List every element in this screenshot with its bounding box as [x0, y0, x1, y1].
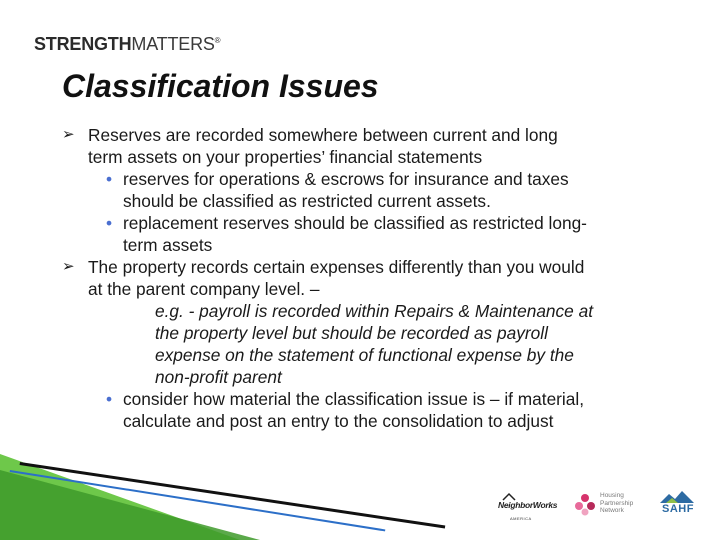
slide-title: Classification Issues: [62, 68, 379, 104]
bullet-2-line1: The property records certain expenses differently than you would: [88, 257, 585, 277]
sub-bullet-1-2-line2: term assets: [123, 235, 213, 255]
dot-bullet-icon: •: [106, 389, 113, 409]
sub-bullet-1-2: [62, 212, 682, 256]
bullet-2: [62, 256, 682, 300]
example-line3: expense on the statement of functional expense by the: [155, 345, 574, 365]
brand-light: MATTERS: [131, 34, 215, 54]
sub-bullet-2-1-line2: calculate and post an entry to the consolidation to adjust: [123, 411, 554, 431]
sahf-roof-icon: [660, 490, 694, 504]
sub-bullet-2-1: [62, 388, 682, 432]
example-line4: non-profit parent: [155, 367, 282, 387]
hpn-line2: Partnership: [600, 499, 634, 507]
sahf-name: SAHF: [662, 503, 694, 515]
neighborworks-name: NeighborWorks: [498, 500, 558, 510]
bullet-1: [62, 124, 682, 168]
brand-logo: [34, 34, 220, 55]
hpn-line1: Housing: [600, 492, 624, 499]
sub-bullet-1-1: [62, 168, 682, 212]
arrow-bullet-icon: ➢: [62, 258, 75, 275]
bullet-1-line1: Reserves are recorded somewhere between current and long: [88, 125, 558, 145]
bullet-2-line2: at the parent company level. –: [88, 279, 320, 299]
hpn-mark-icon: [574, 492, 596, 516]
sub-bullet-1-1-line1: reserves for operations & escrows for insurance and taxes: [123, 169, 569, 189]
brand-strong: STRENGTH: [34, 34, 132, 54]
sahf-logo: [660, 490, 694, 524]
dot-bullet-icon: •: [106, 169, 113, 189]
sub-bullet-1-1-line2: should be classified as restricted current assets.: [123, 191, 491, 211]
arrow-bullet-icon: ➢: [62, 126, 75, 143]
bullet-1-line2: term assets on your properties’ financial statements: [88, 147, 483, 167]
slide-content: [62, 124, 682, 432]
brand-mark: ®: [214, 36, 221, 45]
example-line2: the property level but should be recorded as payroll: [155, 323, 548, 343]
hpn-line3: Network: [600, 507, 624, 514]
sub-bullet-1-2-line1: replacement reserves should be classified as restricted long-: [123, 213, 587, 233]
sub-bullet-2-1-line1: consider how material the classification issue is – if material,: [123, 389, 585, 409]
neighborworks-logo: [496, 490, 558, 524]
neighborworks-sub: AMERICA: [510, 516, 532, 521]
dot-bullet-icon: •: [106, 213, 113, 233]
housing-partnership-network-logo: [574, 490, 644, 524]
example-text: [62, 300, 682, 388]
example-line1: e.g. - payroll is recorded within Repairs & Maintenance at: [155, 301, 594, 321]
